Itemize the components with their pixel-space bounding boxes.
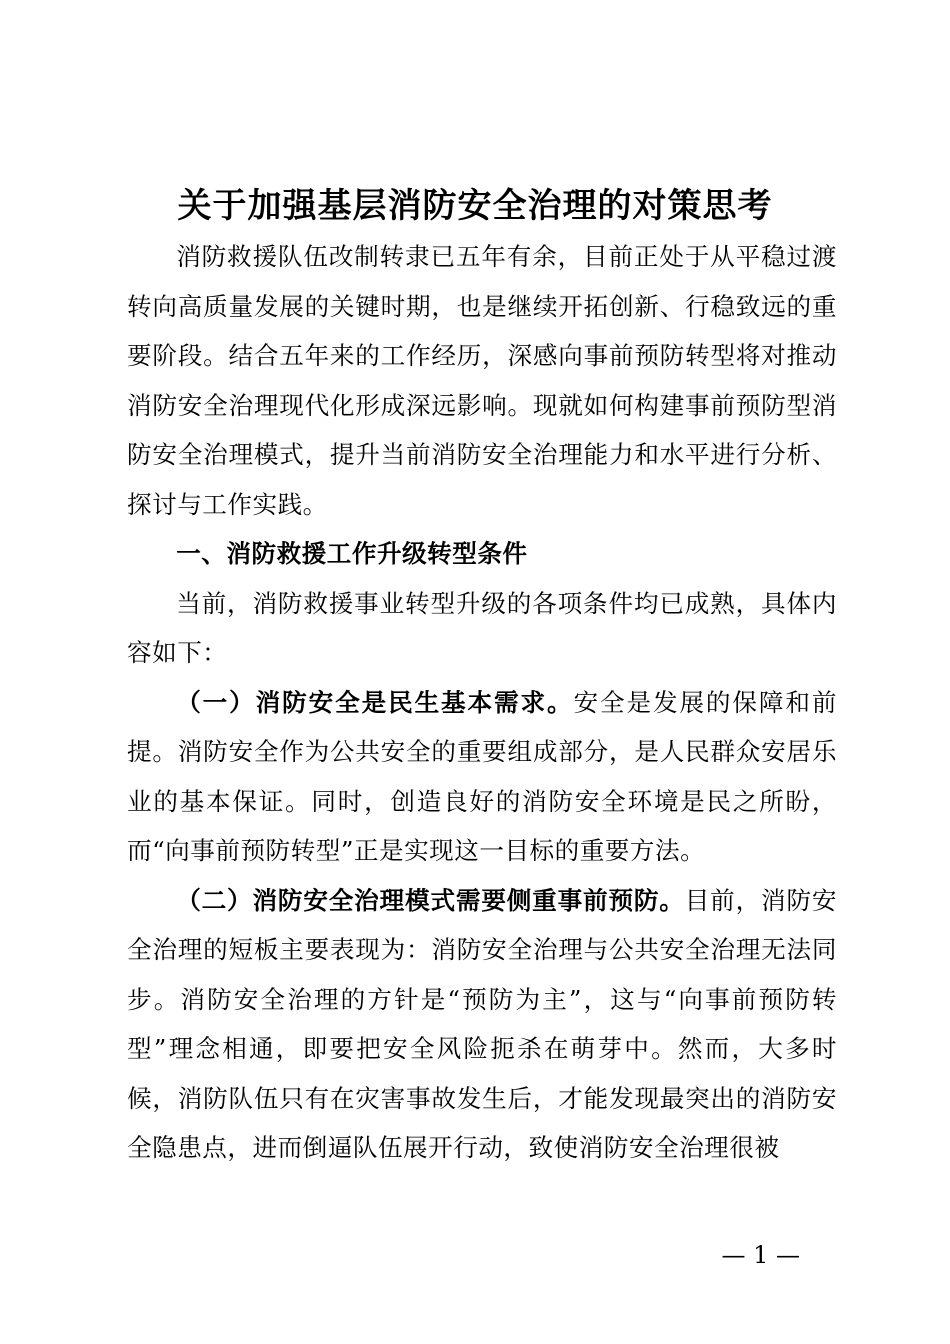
item-text-1: 安全是发展的保障和前提。消防安全作为公共安全的重要组成部分，是人民群众安居乐业的基本保证。同时，创造良好的消防安全环境是民之所盼，而“向事前预防转型”正是实现这一目标的重要方法。 <box>127 687 837 865</box>
document-body <box>127 232 837 1173</box>
item-paragraph-2 <box>127 876 837 1173</box>
intro-paragraph: 消防救援队伍改制转隶已五年有余，目前正处于从平稳过渡转向高质量发展的关键时期，也是继续开拓创新、行稳致远的重要阶段。结合五年来的工作经历，深感向事前预防转型将对推动消防安全治理现代化形成深远影响。现就如何构建事前预防型消防安全治理模式，提升当前消防安全治理能力和水平进行分析、探讨与工作实践。 <box>127 242 837 519</box>
item-text-2: 目前，消防安全治理的短板主要表现为：消防安全治理与公共安全治理无法同步。消防安全治理的方针是“预防为主”，这与“向事前预防转型”理念相通，即要把安全风险扼杀在萌芽中。然而，大多时候，消防队伍只有在灾害事故发生后，才能发现最突出的消防安全隐患点，进而倒逼队伍展开行动，致使消防安全治理很被 <box>127 885 837 1162</box>
section-heading: 一、消防救援工作升级转型条件 <box>176 539 528 568</box>
item-lead-2: （二）消防安全治理模式需要侧重事前预防。 <box>176 885 685 915</box>
item-paragraph-1 <box>127 678 837 876</box>
section-intro-paragraph: 当前，消防救援事业转型升级的各项条件均已成熟，具体内容如下： <box>127 588 837 667</box>
page-number: — 1 — <box>721 1241 800 1269</box>
item-lead-1: （一）消防安全是民生基本需求。 <box>176 687 574 717</box>
document-title: 关于加强基层消防安全治理的对策思考 <box>177 186 773 226</box>
